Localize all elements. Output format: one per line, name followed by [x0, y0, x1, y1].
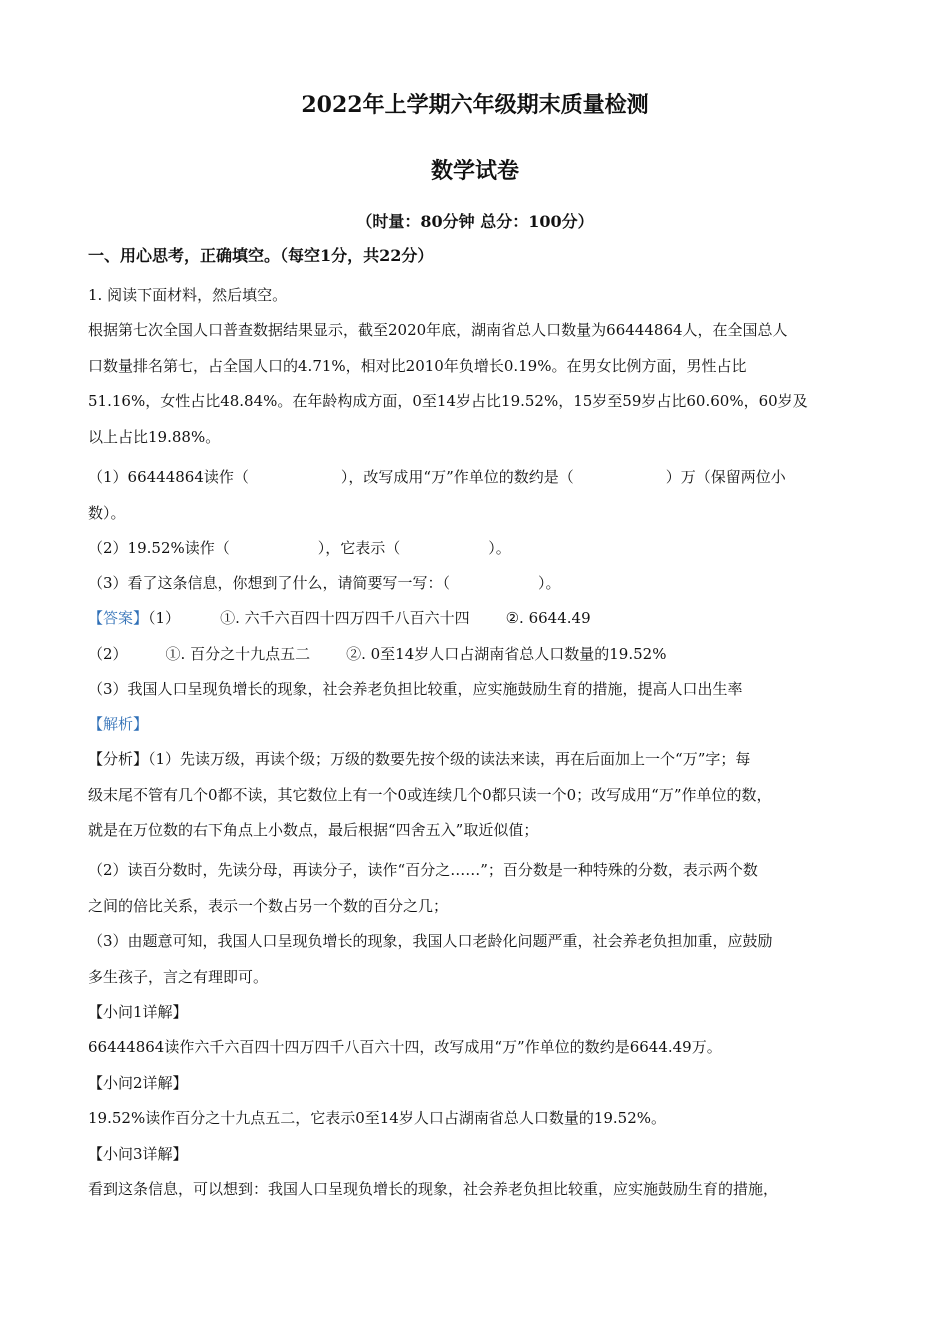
analysis-line: 多生孩子，言之有理即可。 — [88, 968, 269, 986]
analysis-line: 级末尾不管有几个0都不读，其它数位上有一个0或连续几个0都只读一个0；改写成用“万”作单位的数， — [88, 786, 772, 804]
sub-question-3 — [88, 573, 561, 593]
section-heading: 一、用心思考，正确填空。（每空1分，共22分） — [88, 246, 434, 265]
sub-question-2 — [88, 538, 511, 558]
answer-tag: 【答案】 — [88, 609, 149, 627]
exam-meta: （时量：80分钟 总分：100分） — [356, 212, 594, 231]
analysis-tag: 【解析】 — [88, 715, 149, 733]
analysis-line: （2）读百分数时，先读分母，再读分子，读作“百分之……”；百分数是一种特殊的分数，表示两个数 — [88, 861, 758, 879]
sub3-text-b: ）。 — [538, 574, 561, 592]
exam-title: 2022年上学期六年级期末质量检测 — [301, 92, 649, 118]
sub1-text-a: （1）66444864读作（ — [88, 468, 249, 486]
answer-line-2 — [88, 644, 666, 664]
question-stem: 1. 阅读下面材料，然后填空。 — [88, 286, 288, 304]
sub2-text-a: （2）19.52%读作（ — [88, 539, 230, 557]
material-line: 以上占比19.88%。 — [88, 428, 221, 446]
answer-2-part-2: ②. 0至14岁人口占湖南省总人口数量的19.52% — [346, 645, 667, 663]
detail-3-text: 看到这条信息，可以想到：我国人口呈现负增长的现象，社会养老负担比较重，应实施鼓励生育的措施， — [88, 1180, 779, 1198]
analysis-line: 就是在万位数的右下角点上小数点，最后根据“四舍五入”取近似值； — [88, 821, 539, 839]
detail-1-text: 66444864读作六千六百四十四万四千八百六十四，改写成用“万”作单位的数约是6644.49万。 — [88, 1038, 722, 1056]
exam-subject: 数学试卷 — [430, 158, 519, 184]
material-line: 口数量排名第七，占全国人口的4.71%，相对比2010年负增长0.19%。在男女比例方面，男性占比 — [88, 357, 747, 375]
answer-2-label: （2） — [88, 645, 128, 663]
sub1-text-c: ）万（保留两位小 — [665, 468, 786, 486]
detail-2-text: 19.52%读作百分之十九点五二，它表示0至14岁人口占湖南省总人口数量的19.52%。 — [88, 1109, 667, 1127]
sub3-text-a: （3）看了这条信息，你想到了什么，请简要写一写：（ — [88, 574, 451, 592]
sub2-text-c: ）。 — [488, 539, 511, 557]
detail-3-tag: 【小问3详解】 — [88, 1145, 188, 1163]
answer-line-1 — [88, 608, 591, 628]
answer-1-label: （1） — [148, 609, 181, 627]
answer-1-part-1: ①. 六千六百四十四万四千八百六十四 — [220, 609, 470, 627]
material-line: 51.16%，女性占比48.84%。在年龄构成方面，0至14岁占比19.52%，15岁至59岁占比60.60%，60岁及 — [88, 392, 808, 410]
sub2-text-b: ），它表示（ — [317, 539, 401, 557]
analysis-line: 【分析】（1）先读万级，再读个级；万级的数要先按个级的读法来读，再在后面加上一个“万”字；每 — [88, 750, 751, 768]
answer-1-part-2: ②. 6644.49 — [505, 609, 591, 627]
analysis-line: 之间的倍比关系，表示一个数占另一个数的百分之几； — [88, 897, 449, 915]
detail-1-tag: 【小问1详解】 — [88, 1003, 188, 1021]
material-line: 根据第七次全国人口普查数据结果显示，截至2020年底，湖南省总人口数量为66444864人，在全国总人 — [88, 321, 788, 339]
sub1-text-b: ），改写成用“万”作单位的数约是（ — [340, 468, 574, 486]
detail-2-tag: 【小问2详解】 — [88, 1074, 188, 1092]
sub-question-1-cont: 数）。 — [88, 504, 126, 522]
sub-question-1 — [88, 467, 786, 487]
answer-line-3: （3）我国人口呈现负增长的现象，社会养老负担比较重，应实施鼓励生育的措施，提高人口出生率 — [88, 680, 743, 698]
answer-2-part-1: ①. 百分之十九点五二 — [165, 645, 311, 663]
analysis-line: （3）由题意可知，我国人口呈现负增长的现象，我国人口老龄化问题严重，社会养老负担加重，应鼓励 — [88, 932, 773, 950]
